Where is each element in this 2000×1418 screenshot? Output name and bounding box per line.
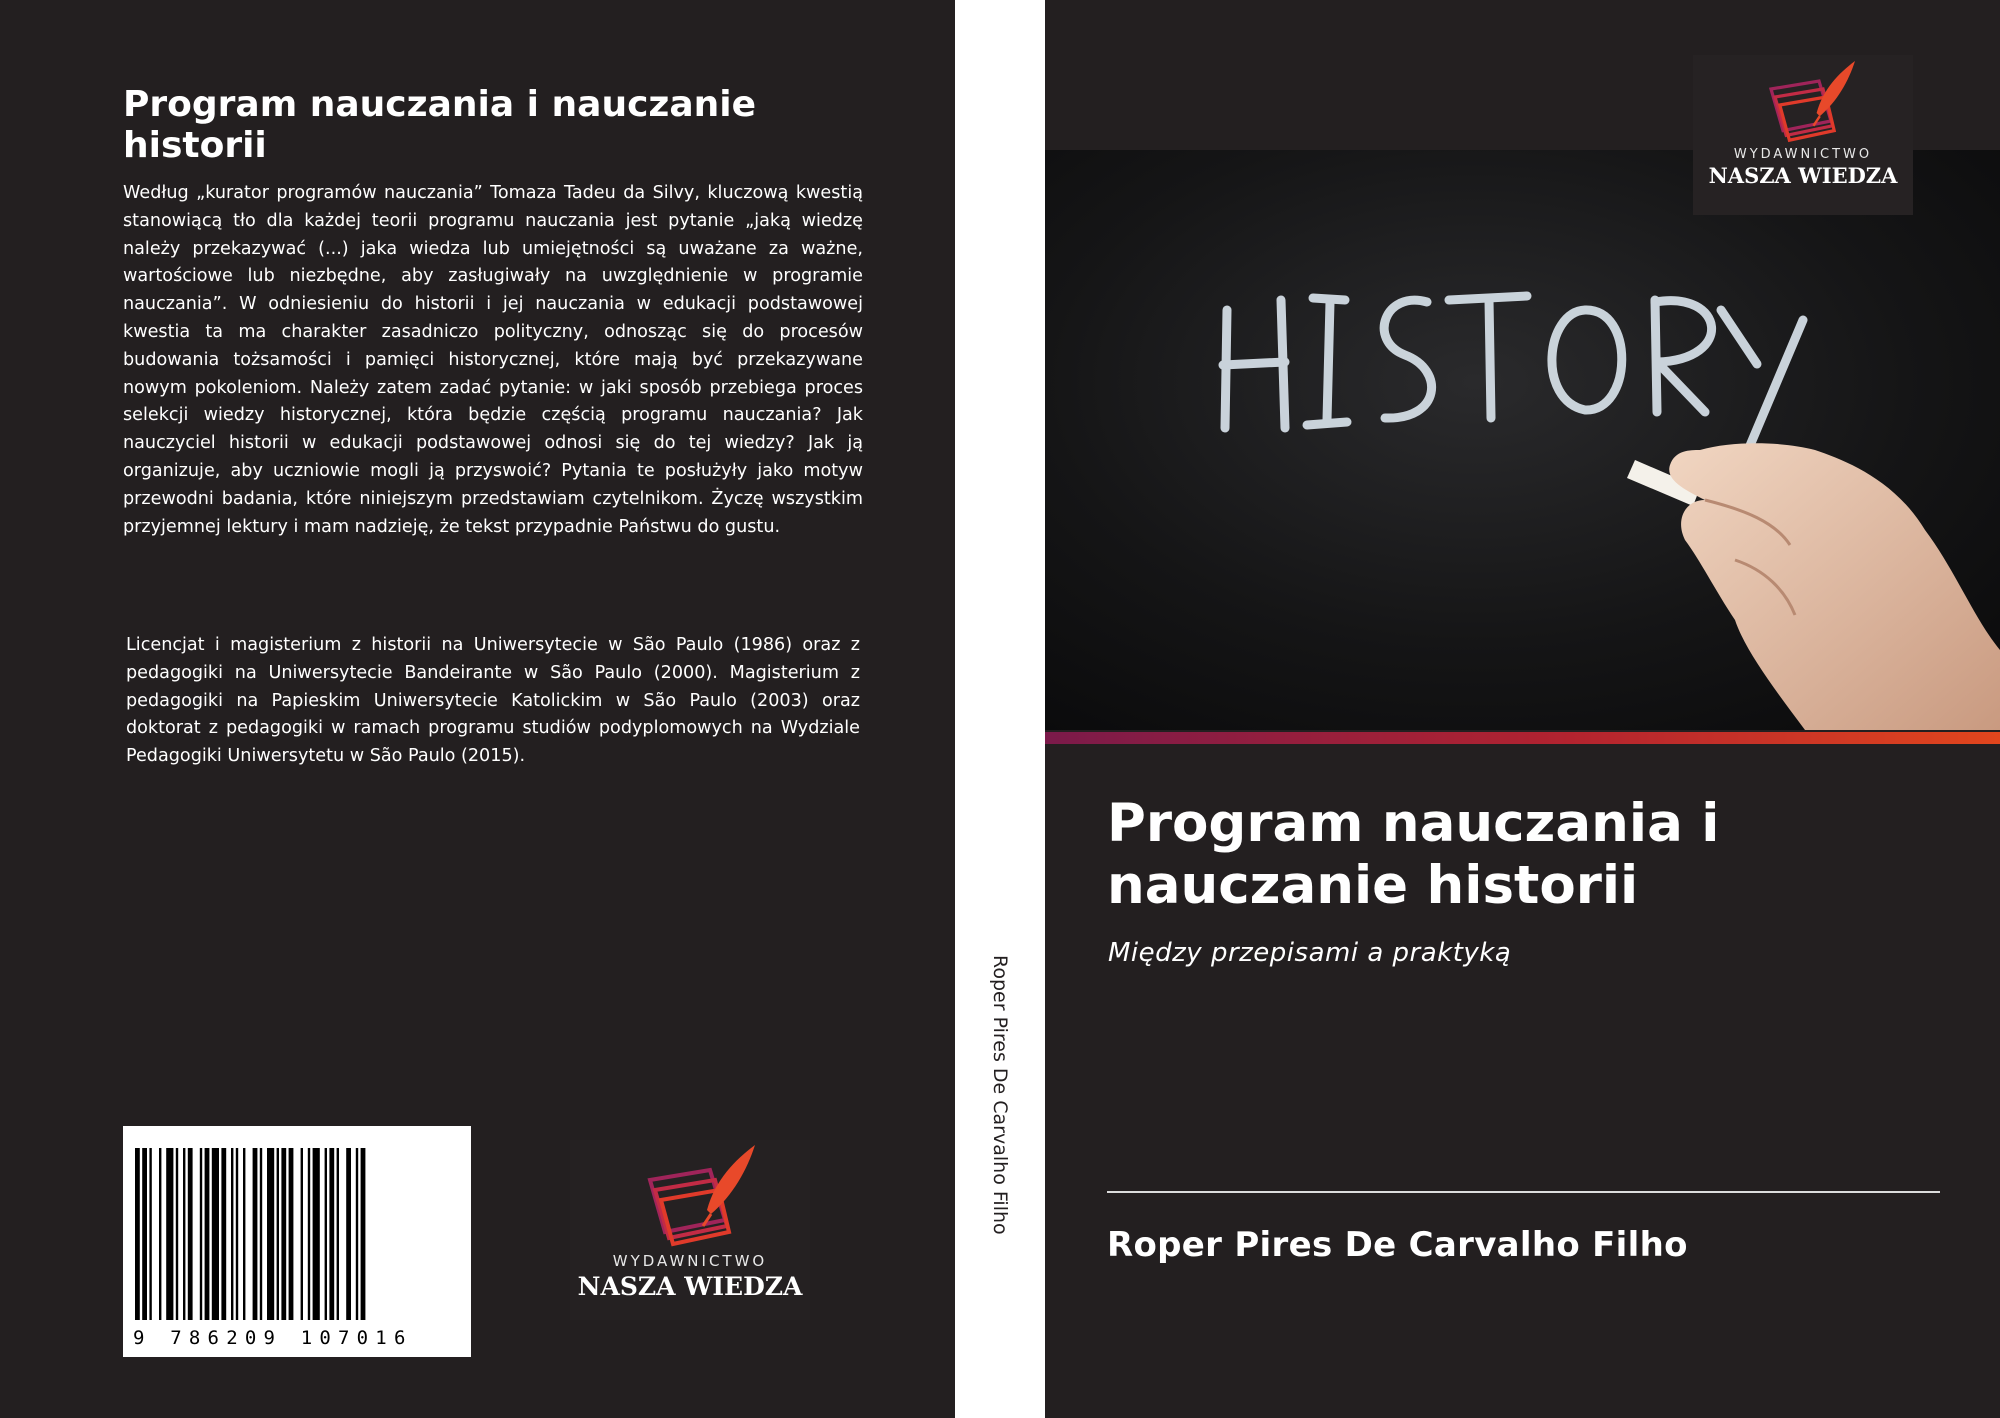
barcode-bar bbox=[346, 1148, 351, 1320]
barcode-bar bbox=[361, 1148, 366, 1320]
barcode-bar bbox=[159, 1148, 161, 1320]
barcode-bar bbox=[236, 1148, 238, 1320]
barcode-bar bbox=[243, 1148, 245, 1320]
barcode-bar bbox=[212, 1148, 219, 1320]
front-cover-author: Roper Pires De Carvalho Filho bbox=[1107, 1225, 1688, 1265]
back-cover-title: Program nauczania i nauczanie historii bbox=[123, 84, 757, 166]
barcode-bar bbox=[267, 1148, 274, 1320]
barcode-bar bbox=[205, 1148, 210, 1320]
publisher-label: WYDAWNICTWO bbox=[612, 1252, 768, 1270]
spine-author: Roper Pires De Carvalho Filho bbox=[989, 955, 1011, 1235]
back-cover-description: Według „kurator programów nauczania” Tomaza Tadeu da Silvy, kluczową kwestią stanowiącą tło dla każdej teorii programu nauczania jest pytanie „jaką wiedzę należy przekazywać (...) jaka wiedza lub umiejętności są uważane za ważne, wartościowe lub niezbędne, aby zasługiwały na uwzględnienie w programie nauczania”. W odniesieniu do historii i jej nauczania w edukacji podstawowej kwestia ta ma charakter zasadniczo polityczny, odnosząc się do procesów budowania tożsamości i pamięci historycznej, które mają być przekazywane nowym pokoleniom. Należy zatem zadać pytanie: w jaki sposób przebiega proces selekcji wiedzy historycznej, która będzie częścią programu nauczania? Jak nauczyciel historii w edukacji podstawowej odnosi się do tej wiedzy? Jak ją organizuje, aby uczniowie mogli ją przyswoić? Pytania te posłużyły jako motyw przewodni badania, które niniejszym przedstawiam czytelnikom. Życzę wszystkim przyjemnej lektury i mam nadzieję, że tekst przypadnie Państwu do gustu. bbox=[123, 183, 863, 537]
isbn-digits: 9 786209 107016 bbox=[133, 1327, 413, 1349]
barcode-bars bbox=[123, 1126, 471, 1326]
barcode-bar bbox=[301, 1148, 303, 1320]
cover-photo bbox=[1045, 150, 2000, 730]
barcode-bar bbox=[277, 1148, 279, 1320]
stacked-books-quill-icon bbox=[615, 1140, 765, 1250]
publisher-name: NASZA WIEDZA bbox=[1708, 163, 1898, 188]
divider-rule bbox=[1107, 1191, 1940, 1193]
barcode-bar bbox=[289, 1148, 294, 1320]
barcode-bar bbox=[308, 1148, 310, 1320]
barcode-bar bbox=[329, 1148, 334, 1320]
stacked-books-quill-icon bbox=[1743, 55, 1863, 147]
barcode-bar bbox=[313, 1148, 320, 1320]
barcode-bar bbox=[135, 1148, 140, 1320]
publisher-label: WYDAWNICTWO bbox=[1733, 147, 1873, 162]
barcode-bar bbox=[325, 1148, 327, 1320]
barcode-bar bbox=[281, 1148, 286, 1320]
barcode-bar bbox=[142, 1148, 147, 1320]
front-cover-title: Program nauczania i nauczanie historii bbox=[1107, 793, 1720, 916]
front-cover-subtitle: Między przepisami a praktyką bbox=[1108, 938, 1512, 968]
barcode-bar bbox=[356, 1148, 358, 1320]
author-bio: Licencjat i magisterium z historii na Uniwersytecie w São Paulo (1986) oraz z pedagogiki na Uniwersytecie Bandeirante w São Paulo (2000). Magisterium z pedagogiki na Papieskim Uniwersytecie Katolickim w São Paulo (2003) oraz doktorat z pedagogiki w ramach programu studiów podyplomowych na Wydziale Pedagogiki Uniwersytetu w São Paulo (2015). bbox=[126, 635, 860, 767]
isbn-barcode bbox=[123, 1126, 471, 1357]
publisher-logo-front bbox=[1693, 55, 1913, 215]
barcode-bar bbox=[176, 1148, 178, 1320]
barcode-bar bbox=[188, 1148, 193, 1320]
barcode-bar bbox=[200, 1148, 202, 1320]
chalkboard-hand-illustration bbox=[1045, 150, 2000, 730]
barcode-bar bbox=[166, 1148, 173, 1320]
publisher-logo-back bbox=[570, 1140, 810, 1320]
barcode-bar bbox=[221, 1148, 226, 1320]
accent-stripe bbox=[1045, 732, 2000, 744]
barcode-bar bbox=[253, 1148, 258, 1320]
barcode-bar bbox=[260, 1148, 262, 1320]
barcode-bar bbox=[337, 1148, 339, 1320]
barcode-bar bbox=[183, 1148, 185, 1320]
barcode-bar bbox=[231, 1148, 233, 1320]
barcode-bar bbox=[149, 1148, 151, 1320]
publisher-name: NASZA WIEDZA bbox=[577, 1272, 803, 1301]
